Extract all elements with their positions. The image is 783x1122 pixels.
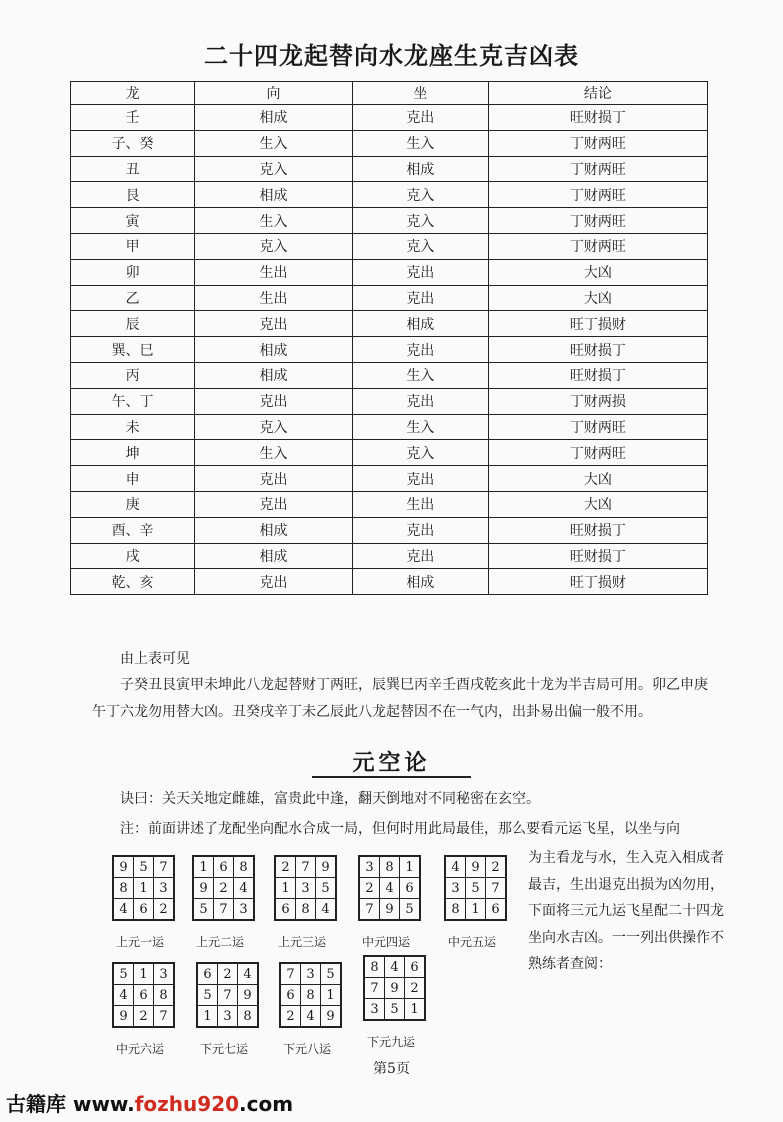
grid-row [113,963,174,985]
grid-cell: 9 [385,978,405,999]
grid-cell: 5 [134,856,154,878]
table-cell: 辰 [71,311,195,337]
grid-cell: 1 [466,899,486,921]
grid-cell: 6 [134,899,154,921]
table-cell: 未 [71,414,195,440]
site-watermark [6,1088,293,1117]
table-cell: 相成 [352,156,488,182]
grid-cell: 3 [364,999,385,1021]
grid-cell: 5 [400,899,421,921]
table-cell: 巽、巳 [71,337,195,363]
grid-cell: 4 [445,856,466,878]
table-cell: 申 [71,466,195,492]
table-cell: 乙 [71,285,195,311]
table-cell: 相成 [195,543,353,569]
grid-cell: 2 [359,878,380,899]
nine-palace-grid [192,855,255,921]
table-cell: 丁财两旺 [488,156,707,182]
grid-row [364,978,425,999]
grid-cell: 5 [316,878,337,899]
grid-cell: 9 [316,856,337,878]
table-cell: 丁财两旺 [488,182,707,208]
table-cell: 生出 [195,285,353,311]
grid-cell: 4 [380,878,400,899]
grid-cell: 5 [385,999,405,1021]
table-row [71,569,708,595]
table-row [71,285,708,311]
table-cell: 旺丁损财 [488,569,707,595]
grid-label: 上元二运 [195,935,244,949]
grid-cell: 7 [154,856,175,878]
grid-label: 中元四运 [361,935,410,949]
table-cell: 克出 [352,517,488,543]
page-title: 二十四龙起替向水龙座生克吉凶表 [204,41,579,70]
nine-palace-grid [363,955,426,1021]
grid-cell: 3 [296,878,316,899]
table-cell: 克出 [352,285,488,311]
table-row [71,491,708,517]
note-text: 注：前面讲述了龙配坐向配水合成一局，但何时用此局最佳，那么要看元运飞星，以坐与向 [120,821,680,837]
grid-row [280,985,341,1006]
table-cell: 旺财损丁 [488,337,707,363]
grid-cell: 7 [364,978,385,999]
grid-cell: 1 [275,878,296,899]
grid-cell: 9 [380,899,400,921]
grid-row [113,985,174,1006]
table-cell: 丁财两损 [488,388,707,414]
grid-row [197,963,258,985]
grid-cell: 8 [154,985,175,1006]
nine-palace-grid [112,855,175,921]
grid-cell: 4 [238,963,259,985]
table-cell: 克出 [195,491,353,517]
table-cell: 克出 [195,569,353,595]
table-cell: 相成 [195,105,353,131]
grid-cell: 2 [405,978,426,999]
grid-row [359,856,420,878]
table-cell: 丑 [71,156,195,182]
grid-cell: 8 [238,1006,259,1028]
grid-label: 中元六运 [115,1042,164,1056]
grid-cell: 3 [154,963,175,985]
grid-row [445,856,506,878]
table-cell: 相成 [352,569,488,595]
table-cell: 相成 [195,182,353,208]
grid-cell: 5 [113,963,134,985]
table-cell: 克出 [195,388,353,414]
table-cell: 克入 [195,156,353,182]
table-row [71,466,708,492]
grid-cell: 4 [301,1006,321,1028]
table-cell: 相成 [195,337,353,363]
table-cell: 大凶 [488,259,707,285]
grid-label: 上元三运 [277,935,326,949]
grid-row [364,999,425,1021]
side-paragraph: 为主看龙与水，生入克入相成者最吉，生出退克出损为凶勿用，下面将三元九运飞星配二十四龙坐向水吉凶。一一列出供操作不熟练者查阅： [528,850,724,972]
table-cell: 大凶 [488,466,707,492]
grid-cell: 1 [193,856,214,878]
grid-cell: 3 [359,856,380,878]
grid-cell: 2 [275,856,296,878]
table-cell: 寅 [71,208,195,234]
table-cell: 克出 [352,337,488,363]
nine-palace-grid [358,855,421,921]
grid-cell: 8 [380,856,400,878]
section-heading [0,746,783,777]
table-cell: 克出 [352,466,488,492]
table-row [71,182,708,208]
grid-cell: 2 [218,963,238,985]
table-cell: 大凶 [488,491,707,517]
table-cell: 生入 [352,414,488,440]
table-cell: 克出 [195,311,353,337]
grid-cell: 7 [296,856,316,878]
grid-row [193,878,254,899]
column-header: 龙 [71,82,195,105]
grid-cell: 7 [154,1006,175,1028]
grid-cell: 9 [113,1006,134,1028]
table-cell: 克出 [195,466,353,492]
grid-cell: 6 [486,899,507,921]
table-cell: 午、丁 [71,388,195,414]
grid-label: 下元八运 [282,1042,331,1056]
table-cell: 生入 [195,440,353,466]
grid-cell: 6 [405,956,426,978]
nine-palace-grid [444,855,507,921]
grid-cell: 8 [234,856,255,878]
table-cell: 克入 [195,414,353,440]
grid-cell: 5 [466,878,486,899]
grid-row [364,956,425,978]
koujue-text: 诀曰：关天关地定雌雄，富贵此中逢，翻天倒地对不同秘密在玄空。 [120,791,540,807]
grid-cell: 1 [134,963,154,985]
table-cell: 丁财两旺 [488,414,707,440]
table-row [71,517,708,543]
table-row [71,543,708,569]
grid-cell: 3 [154,878,175,899]
grid-cell: 9 [466,856,486,878]
grid-row [197,1006,258,1028]
grid-cell: 4 [113,985,134,1006]
table-row [71,440,708,466]
table-cell: 子、癸 [71,130,195,156]
table-cell: 克出 [352,259,488,285]
grid-cell: 4 [234,878,255,899]
table-cell: 生出 [352,491,488,517]
grid-cell: 2 [214,878,234,899]
grid-cell: 7 [486,878,507,899]
table-cell: 丁财两旺 [488,440,707,466]
grid-cell: 2 [486,856,507,878]
grid-row [445,899,506,921]
table-row [71,233,708,259]
table-cell: 壬 [71,105,195,131]
grid-row [359,899,420,921]
grid-row [359,878,420,899]
table-cell: 生入 [195,208,353,234]
table-row [71,208,708,234]
grid-cell: 7 [218,985,238,1006]
grid-row [275,899,336,921]
grid-cell: 7 [359,899,380,921]
grid-cell: 8 [364,956,385,978]
url-suffix: .com [239,1092,294,1116]
table-row [71,414,708,440]
table-cell: 旺财损丁 [488,517,707,543]
grid-cell: 3 [301,963,321,985]
table-cell: 生出 [195,259,353,285]
table-cell: 克入 [352,182,488,208]
nine-palace-grid [112,962,175,1028]
grid-row [113,899,174,921]
grid-row [113,856,174,878]
grid-row [280,963,341,985]
grid-cell: 6 [134,985,154,1006]
table-cell: 丁财两旺 [488,130,707,156]
grid-cell: 8 [445,899,466,921]
table-cell: 乾、亥 [71,569,195,595]
table-header-row [71,82,708,105]
table-row [71,130,708,156]
grid-cell: 5 [321,963,342,985]
table-cell: 克入 [195,233,353,259]
table-row [71,156,708,182]
column-header: 向 [195,82,353,105]
grid-cell: 2 [154,899,175,921]
grid-cell: 4 [316,899,337,921]
table-cell: 卯 [71,259,195,285]
grid-cell: 7 [280,963,301,985]
grid-cell: 3 [445,878,466,899]
grid-label: 中元五运 [447,935,496,949]
grid-cell: 8 [296,899,316,921]
table-cell: 相成 [195,362,353,388]
grid-row [113,1006,174,1028]
grid-cell: 9 [321,1006,342,1028]
grid-cell: 1 [134,878,154,899]
grid-label: 下元九运 [366,1035,415,1049]
table-cell: 相成 [352,311,488,337]
grid-cell: 6 [275,899,296,921]
grid-cell: 4 [113,899,134,921]
table-row [71,311,708,337]
table-row [71,388,708,414]
table-cell: 克出 [352,105,488,131]
nine-palace-grid [196,962,259,1028]
grid-cell: 8 [113,878,134,899]
nine-palace-grid [274,855,337,921]
table-cell: 相成 [195,517,353,543]
table-cell: 丁财两旺 [488,208,707,234]
table-cell: 旺财损丁 [488,543,707,569]
grid-cell: 8 [301,985,321,1006]
table-cell: 生入 [195,130,353,156]
table-cell: 旺丁损财 [488,311,707,337]
table-row [71,105,708,131]
intro-text: 由上表可见 [120,651,190,667]
zuo-xiang-table [70,81,708,595]
section-heading-text: 元空论 [312,750,470,778]
table-cell: 生入 [352,130,488,156]
table-cell: 艮 [71,182,195,208]
table-row [71,337,708,363]
grid-row [197,985,258,1006]
grid-cell: 3 [218,1006,238,1028]
grid-label: 上元一运 [115,935,164,949]
url-prefix: www. [72,1092,135,1116]
site-name: 古籍库 [6,1092,66,1116]
grid-row [275,878,336,899]
table-row [71,362,708,388]
table-cell: 克出 [352,388,488,414]
body-paragraph: 子癸丑艮寅甲未坤此八龙起替财丁两旺，辰巽巳丙辛壬酉戌乾亥此十龙为半吉局可用。卯乙申庚午丁六龙勿用替大凶。丑癸戌辛丁未乙辰此八龙起替因不在一气内，出卦易出偏一般不用。 [92,677,708,720]
grid-cell: 6 [214,856,234,878]
grid-cell: 6 [197,963,218,985]
grid-cell: 1 [321,985,342,1006]
grid-cell: 9 [193,878,214,899]
grid-cell: 9 [113,856,134,878]
table-cell: 旺财损丁 [488,362,707,388]
grid-cell: 2 [280,1006,301,1028]
grid-row [113,878,174,899]
grid-cell: 2 [134,1006,154,1028]
grid-cell: 1 [197,1006,218,1028]
table-cell: 生入 [352,362,488,388]
grid-cell: 4 [385,956,405,978]
url-domain: fozhu920 [134,1092,240,1116]
table-cell: 坤 [71,440,195,466]
grid-cell: 5 [197,985,218,1006]
grid-label: 下元七运 [199,1042,248,1056]
grid-cell: 1 [405,999,426,1021]
grid-cell: 1 [400,856,421,878]
table-cell: 庚 [71,491,195,517]
grid-cell: 9 [238,985,259,1006]
page-number: 第5页 [373,1061,410,1077]
table-body [71,105,708,595]
grid-row [445,878,506,899]
grid-cell: 5 [193,899,214,921]
grid-row [193,856,254,878]
table-cell: 戌 [71,543,195,569]
grid-cell: 6 [280,985,301,1006]
grid-row [280,1006,341,1028]
table-cell: 克入 [352,233,488,259]
table-cell: 酉、辛 [71,517,195,543]
grid-cell: 6 [400,878,421,899]
nine-palace-grid [279,962,342,1028]
table-cell: 丙 [71,362,195,388]
table-row [71,259,708,285]
table-cell: 甲 [71,233,195,259]
table-cell: 克入 [352,440,488,466]
grid-cell: 3 [234,899,255,921]
grid-row [275,856,336,878]
column-header: 坐 [352,82,488,105]
column-header: 结论 [488,82,707,105]
table-cell: 克入 [352,208,488,234]
grid-row [193,899,254,921]
table-cell: 旺财损丁 [488,105,707,131]
table-cell: 丁财两旺 [488,233,707,259]
table-cell: 大凶 [488,285,707,311]
table-cell: 克出 [352,543,488,569]
grid-cell: 7 [214,899,234,921]
